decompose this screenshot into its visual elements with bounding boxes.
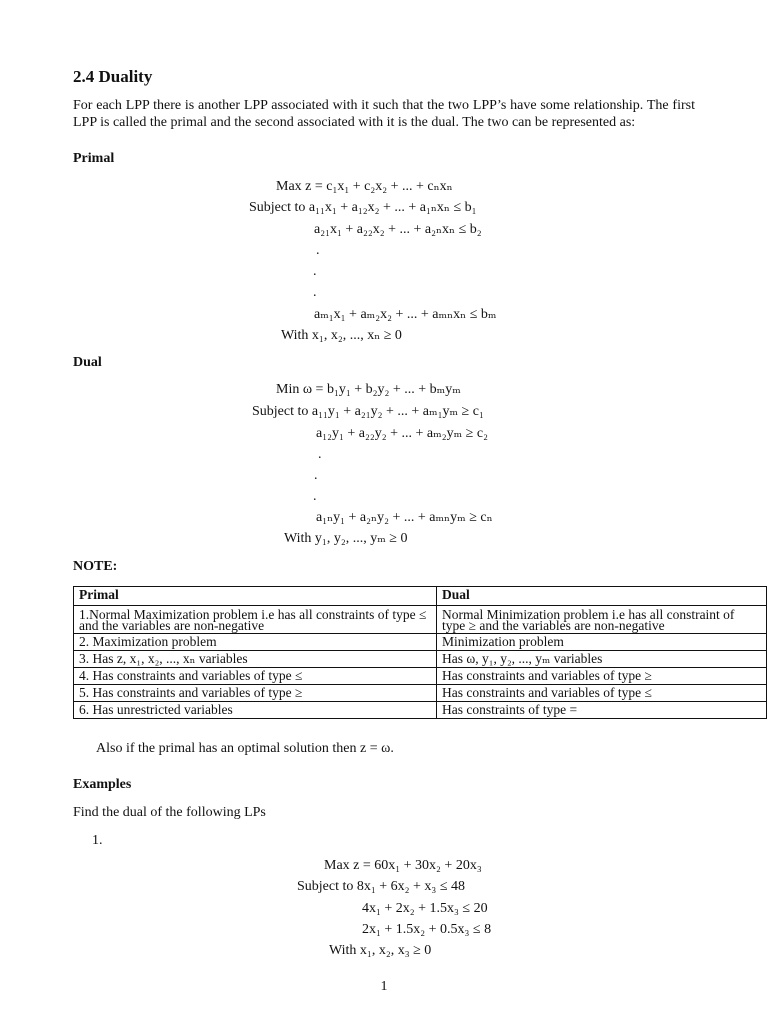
table-cell-dual: Has constraints and variables of type ≤ <box>437 685 767 702</box>
primal-dual-comparison-table <box>73 586 767 719</box>
dual-objective: Min ω = b₁y₁ + b₂y₂ + ... + bₘyₘ <box>276 382 461 397</box>
primal-constraint-m: aₘ₁x₁ + aₘ₂x₂ + ... + aₘₙxₙ ≤ bₘ <box>314 307 497 322</box>
dual-constraint-n: a₁ₙy₁ + a₂ₙy₂ + ... + aₘₙyₘ ≥ cₙ <box>316 510 493 525</box>
primal-ellipsis-dot: . <box>316 243 320 258</box>
table-header-row <box>74 587 767 606</box>
table-cell-dual: Has constraints of type = <box>437 702 767 719</box>
example-number: 1. <box>92 833 103 848</box>
primal-ellipsis-dot: . <box>313 285 317 300</box>
dual-ellipsis-dot: . <box>314 468 318 483</box>
example-constraint-3: 2x₁ + 1.5x₂ + 0.5x₃ ≤ 8 <box>362 922 492 937</box>
intro-paragraph: For each LPP there is another LPP associated with it such that the two LPP’s have some relationship. The first LPP is called the primal and the second associated with it is the dual. The two can be represented as: <box>73 98 695 130</box>
page-number: 1 <box>380 979 388 994</box>
note-heading: NOTE: <box>73 559 118 574</box>
example-constraint-1: Subject to 8x₁ + 6x₂ + x₃ ≤ 48 <box>297 879 465 894</box>
primal-heading: Primal <box>73 151 115 166</box>
table-cell-primal: 2. Maximization problem <box>74 634 437 651</box>
table-cell-primal: 4. Has constraints and variables of type ≤ <box>74 668 437 685</box>
examples-instruction: Find the dual of the following LPs <box>73 805 266 820</box>
table-cell-dual: Normal Minimization problem i.e has all constraint of type ≥ and the variables are non-negative <box>437 606 767 634</box>
table-cell-dual: Has constraints and variables of type ≥ <box>437 668 767 685</box>
primal-nonnegativity: With x₁, x₂, ..., xₙ ≥ 0 <box>281 328 402 343</box>
table-header-dual: Dual <box>437 587 767 606</box>
dual-constraint-2: a₁₂y₁ + a₂₂y₂ + ... + aₘ₂yₘ ≥ c₂ <box>316 426 488 441</box>
table-cell-primal: 6. Has unrestricted variables <box>74 702 437 719</box>
table-row <box>74 634 767 651</box>
example-objective: Max z = 60x₁ + 30x₂ + 20x₃ <box>324 858 482 873</box>
dual-constraint-1: Subject to a₁₁y₁ + a₂₁y₂ + ... + aₘ₁yₘ ≥ c₁ <box>252 404 484 419</box>
table-cell-dual: Has ω, y₁, y₂, ..., yₘ variables <box>437 651 767 668</box>
table-row <box>74 651 767 668</box>
example-constraint-2: 4x₁ + 2x₂ + 1.5x₃ ≤ 20 <box>362 901 488 916</box>
primal-ellipsis-dot: . <box>313 264 317 279</box>
table-row <box>74 702 767 719</box>
dual-ellipsis-dot: . <box>318 447 322 462</box>
table-cell-primal: 1.Normal Maximization problem i.e has all constraints of type ≤ and the variables are non-negative <box>74 606 437 634</box>
primal-objective: Max z = c₁x₁ + c₂x₂ + ... + cₙxₙ <box>276 179 453 194</box>
table-header-primal: Primal <box>74 587 437 606</box>
table-row <box>74 668 767 685</box>
primal-constraint-1: Subject to a₁₁x₁ + a₁₂x₂ + ... + a₁ₙxₙ ≤ b₁ <box>249 200 477 215</box>
dual-ellipsis-dot: . <box>313 489 317 504</box>
dual-heading: Dual <box>73 355 102 370</box>
table-cell-primal: 5. Has constraints and variables of type ≥ <box>74 685 437 702</box>
optimality-note: Also if the primal has an optimal solution then z = ω. <box>96 741 394 756</box>
examples-heading: Examples <box>73 777 132 792</box>
example-nonnegativity: With x₁, x₂, x₃ ≥ 0 <box>329 943 432 958</box>
table-row <box>74 685 767 702</box>
table-row <box>74 606 767 634</box>
table-cell-primal: 3. Has z, x₁, x₂, ..., xₙ variables <box>74 651 437 668</box>
dual-nonnegativity: With y₁, y₂, ..., yₘ ≥ 0 <box>284 531 408 546</box>
primal-constraint-2: a₂₁x₁ + a₂₂x₂ + ... + a₂ₙxₙ ≤ b₂ <box>314 222 482 237</box>
table-cell-dual: Minimization problem <box>437 634 767 651</box>
section-title: 2.4 Duality <box>73 67 153 86</box>
